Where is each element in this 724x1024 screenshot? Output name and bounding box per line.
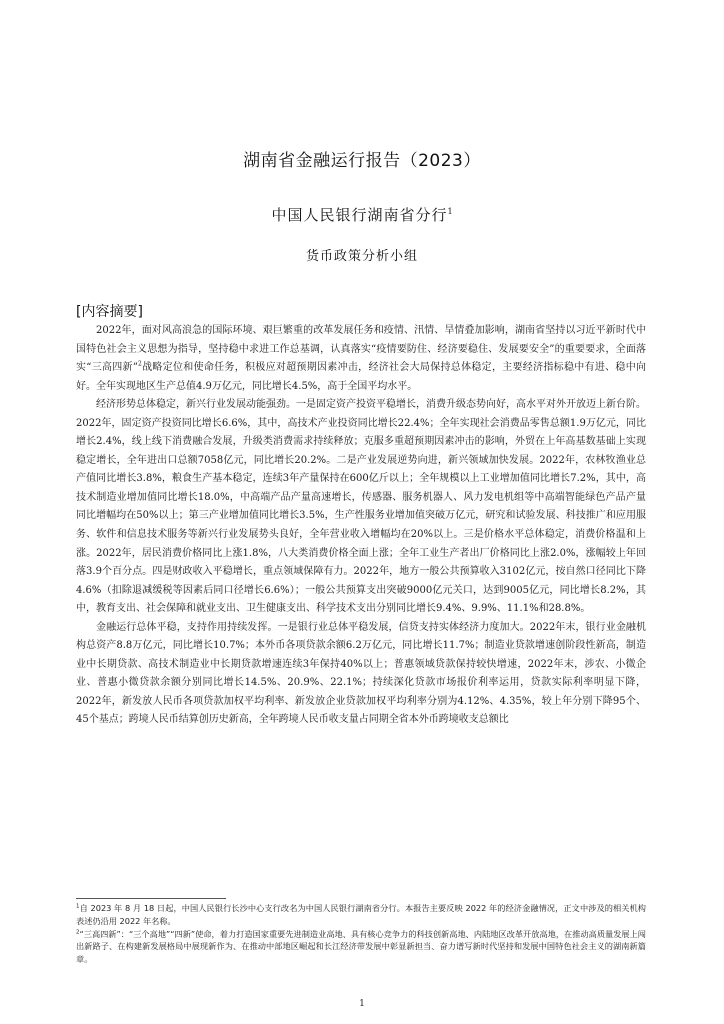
footnote-1-text: 自 2023 年 8 月 18 日起，中国人民银行长沙中心支行改名为中国人民银行湖南省分行。本报告主要反映 2022 年的经济金融情况，正文中涉及的相关机构表述仍沿用 2022 年名称。	[76, 903, 646, 926]
author-group: 货币政策分析小组	[305, 249, 418, 264]
footnote-ref-2[interactable]: 2	[137, 360, 142, 368]
paragraph-2: 经济形势总体稳定，新兴行业发展动能强劲。一是固定资产投资平稳增长，消费升级态势向好，高水平对外开放迈上新台阶。2022年，固定资产投资同比增长6.6%，其中，高技术产业投资同比增长22.4%；全年实现社会消费品零售总额1.9万亿元，同比增长2.4%，线上线下消费融合发展，升级类消费需求持续释放；克服多重超预期因素冲击的影响，外贸在上年高基数基础上实现稳定增长，全年进出口总额7058亿元，同比增长20.2%。二是产业发展逆势向进，新兴领域加快发展。2022年，农林牧渔业总产值同比增长3.8%，粮食生产基本稳定，连续3年产量保持在600亿斤以上；全年规模以上工业增加值同比增长7.2%，其中，高技术制造业增加值同比增长18.0%，中高端产品产量高速增长，传感器、服务机器人、风力发电机组等中高端智能绿色产品产量同比增幅均在50%以上；第三产业增加值同比增长3.5%，生产性服务业增加值突破万亿元，研究和试验发展、科技推广和应用服务、软件和信息技术服务等新兴行业发展势头良好，全年营业收入增幅均在20%以上。三是价格水平总体稳定，消费价格温和上涨。2022年，居民消费价格同比上涨1.8%，八大类消费价格全面上涨；全年工业生产者出厂价格同比上涨2.0%，涨幅较上年回落3.9个百分点。四是财政收入平稳增长，重点领域保障有力。2022年，地方一般公共预算收入3102亿元，按自然口径同比下降4.6%（扣除退减缓税等因素后同口径增长6.6%）；一般公共预算支出突破9000亿元关口，达到9005亿元，同比增长8.2%，其中，教育支出、社会保障和就业支出、卫生健康支出、科学技术支出分别同比增长9.4%、9.9%、11.1%和28.8%。	[76, 399, 646, 615]
paragraph-1-text-a: 2022年，面对风高浪急的国际环境、艰巨繁重的改革发展任务和疫情、汛情、旱情叠加影响，湖南省坚持以习近平新时代中国特色社会主义思想为指导，坚持稳中求进工作总基调，认真落实“疫情要防住、经济要稳住、发展要安全”的重要要求，全面落实“三高四新”	[76, 325, 646, 374]
footnote-2	[76, 928, 646, 966]
section-heading-summary: [内容摘要]	[76, 304, 143, 320]
page-number: 1	[359, 999, 365, 1009]
footnote-divider	[76, 898, 226, 899]
footnote-2-text: “三高四新”：“三个高地”“四新”使命，着力打造国家重要先进制造业高地、具有核心竞争力的科技创新高地、内陆地区改革开放高地，在推动高质量发展上闯出新路子、在构建新发展格局中展现新作为、在推动中部地区崛起和长江经济带发展中彰显新担当、奋力谱写新时代坚持和发展中国特色社会主义的湖南新篇章。	[76, 928, 646, 965]
footnote-2-mark: 2	[76, 928, 80, 935]
organization-label: 中国人民银行湖南省分行	[271, 206, 448, 224]
summary-body	[76, 322, 646, 730]
organization-name	[0, 204, 724, 225]
paragraph-1	[76, 322, 646, 396]
report-title: 湖南省金融运行报告（2023）	[243, 151, 481, 171]
footnote-1	[76, 902, 646, 928]
paragraph-3: 金融运行总体平稳，支持作用持续发挥。一是银行业总体平稳发展，信贷支持实体经济力度加大。2022年末，银行业金融机构总资产8.8万亿元，同比增长10.7%；本外币各项贷款余额6.2万亿元，同比增长11.7%；制造业贷款增速创阶段性新高，制造业中长期贷款、高技术制造业中长期贷款增速连续3年保持40%以上；普惠领域贷款保持较快增速，2022年末，涉农、小微企业、普惠小微贷款余额分别同比增长14.5%、20.9%、22.1%；持续深化贷款市场报价利率运用，贷款实际利率明显下降，2022年，新发放人民币各项贷款加权平均利率、新发放企业贷款加权平均利率分别为4.12%、4.35%，较上年分别下降95个、45个基点；跨境人民币结算创历史新高，全年跨境人民币收支量占同期全省本外币跨境收支总额比	[76, 621, 646, 726]
footnote-1-mark: 1	[76, 903, 80, 910]
paragraph-1-text-b: 战略定位和使命任务，积极应对超预期因素冲击，经济社会大局保持总体稳定，主要经济指标稳中有进、稳中向好。全年实现地区生产总值4.9万亿元，同比增长4.5%，高于全国平均水平。	[76, 362, 646, 392]
footnotes	[76, 902, 646, 966]
footnote-ref-1[interactable]: 1	[447, 207, 453, 216]
